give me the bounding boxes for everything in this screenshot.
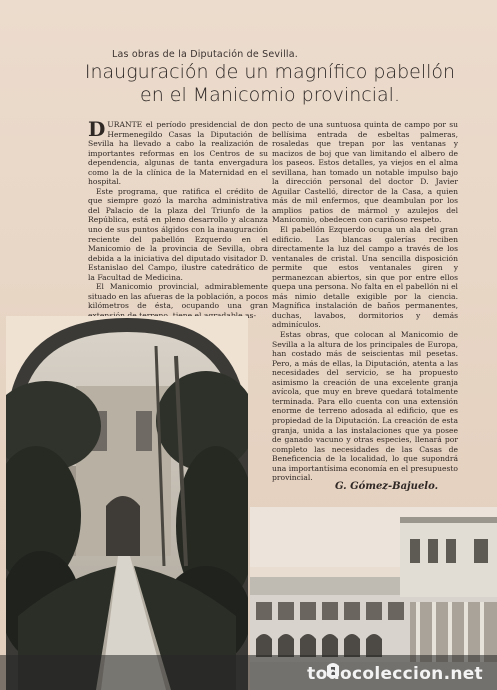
article-kicker: Las obras de la Diputación de Sevilla. <box>112 49 299 60</box>
paragraph <box>88 117 268 187</box>
paragraph: Estas obras, que colocan al Manicomio de Sevilla a la altura de los principales de Europa, han costado más de seiscientas mil pesetas. Pero, a más de ellas, la Diputación, atenta a las necesidades del servicio, se ha propuesto asimismo la creación de una excelente granja avícola, que muy en breve quedará totalmente terminada. Para ello cuenta con una extensión enorme de terreno adosada al edificio, que es propiedad de la Diputación. La creación de esta granja, unida a las instalaciones que ya posee de ganado vacuno y otras especies, llenará por completo las necesidades de las Casas de Beneficencia de la localidad, lo que supondrá una importantísima economía en el presupuesto provincial. <box>272 330 458 483</box>
article-column-2 <box>272 120 458 483</box>
drop-cap: D <box>88 117 106 141</box>
watermark-text: todocoleccion.net <box>307 664 483 684</box>
title-line-1: Inauguración de un magnífico pabellón <box>84 61 456 83</box>
paragraph: pecto de una suntuosa quinta de campo por su bellísima entrada de esbeltas palmeras, rosaledas que trepan por las ventanas y macizos de boj que van limitando el albero de los paseos. Estos detalles, ya viejos en el alma sevillana, han tomado un notable impulso bajo la dirección personal del doctor D. Javier Aguilar Castelló, director de la Casa, a quien más de mil enfermos, que deambulan por los amplios patios de mármol y azulejos del Manicomio, obedecen con cariñoso respeto. <box>272 120 458 225</box>
author-signature: G. Gómez-Bajuelo. <box>335 481 439 492</box>
title-line-2: en el Manicomio provincial. <box>140 84 400 106</box>
paragraph-text: URANTE el período presidencial de don Hermenegildo Casas la Diputación de Sevilla ha llevado a cabo la realización de importantes reformas en los Centros de su dependencia, algunas de tanta envergadura como la de la clínica de la Maternidad en el hospital. <box>88 120 268 187</box>
article-column-1 <box>88 117 268 320</box>
paragraph: El pabellón Ezquerdo ocupa un ala del gran edificio. Las blancas galerías reciben directamente la luz del campo a través de los ventanales de cristal. Una sencilla disposición permite que estos ventanales giren y permanezcan abiertos, sin que por entre ellos quepa una persona. No falta en el pabellón ni el más nimio detalle exigible por la ciencia. Magnífica instalación de baños permanentes, duchas, lavabos, dormitorios y demás adminículos. <box>272 225 458 330</box>
article-title <box>80 61 460 107</box>
garden-arch-photo <box>6 316 248 690</box>
paragraph: Este programa, que ratifica el crédito de que siempre gozó la marcha administrativa del Palacio de la plaza del Triunfo de la República, está en pleno desarrollo y alcanza uno de sus puntos álgidos con la inauguración reciente del pabellón Ezquerdo en el Manicomio de la provincia de Sevilla, obra debida a la iniciativa del diputado visitador D. Estanislao del Campo, ilustre catedrático de la Facultad de Medicina. <box>88 186 268 282</box>
paragraph: El Manicomio provincial, admirablemente situado en las afueras de la población, a pocos kilómetros de ésta, ocupando una gran extensión de terreno, tiene el agradable as- <box>88 282 268 320</box>
